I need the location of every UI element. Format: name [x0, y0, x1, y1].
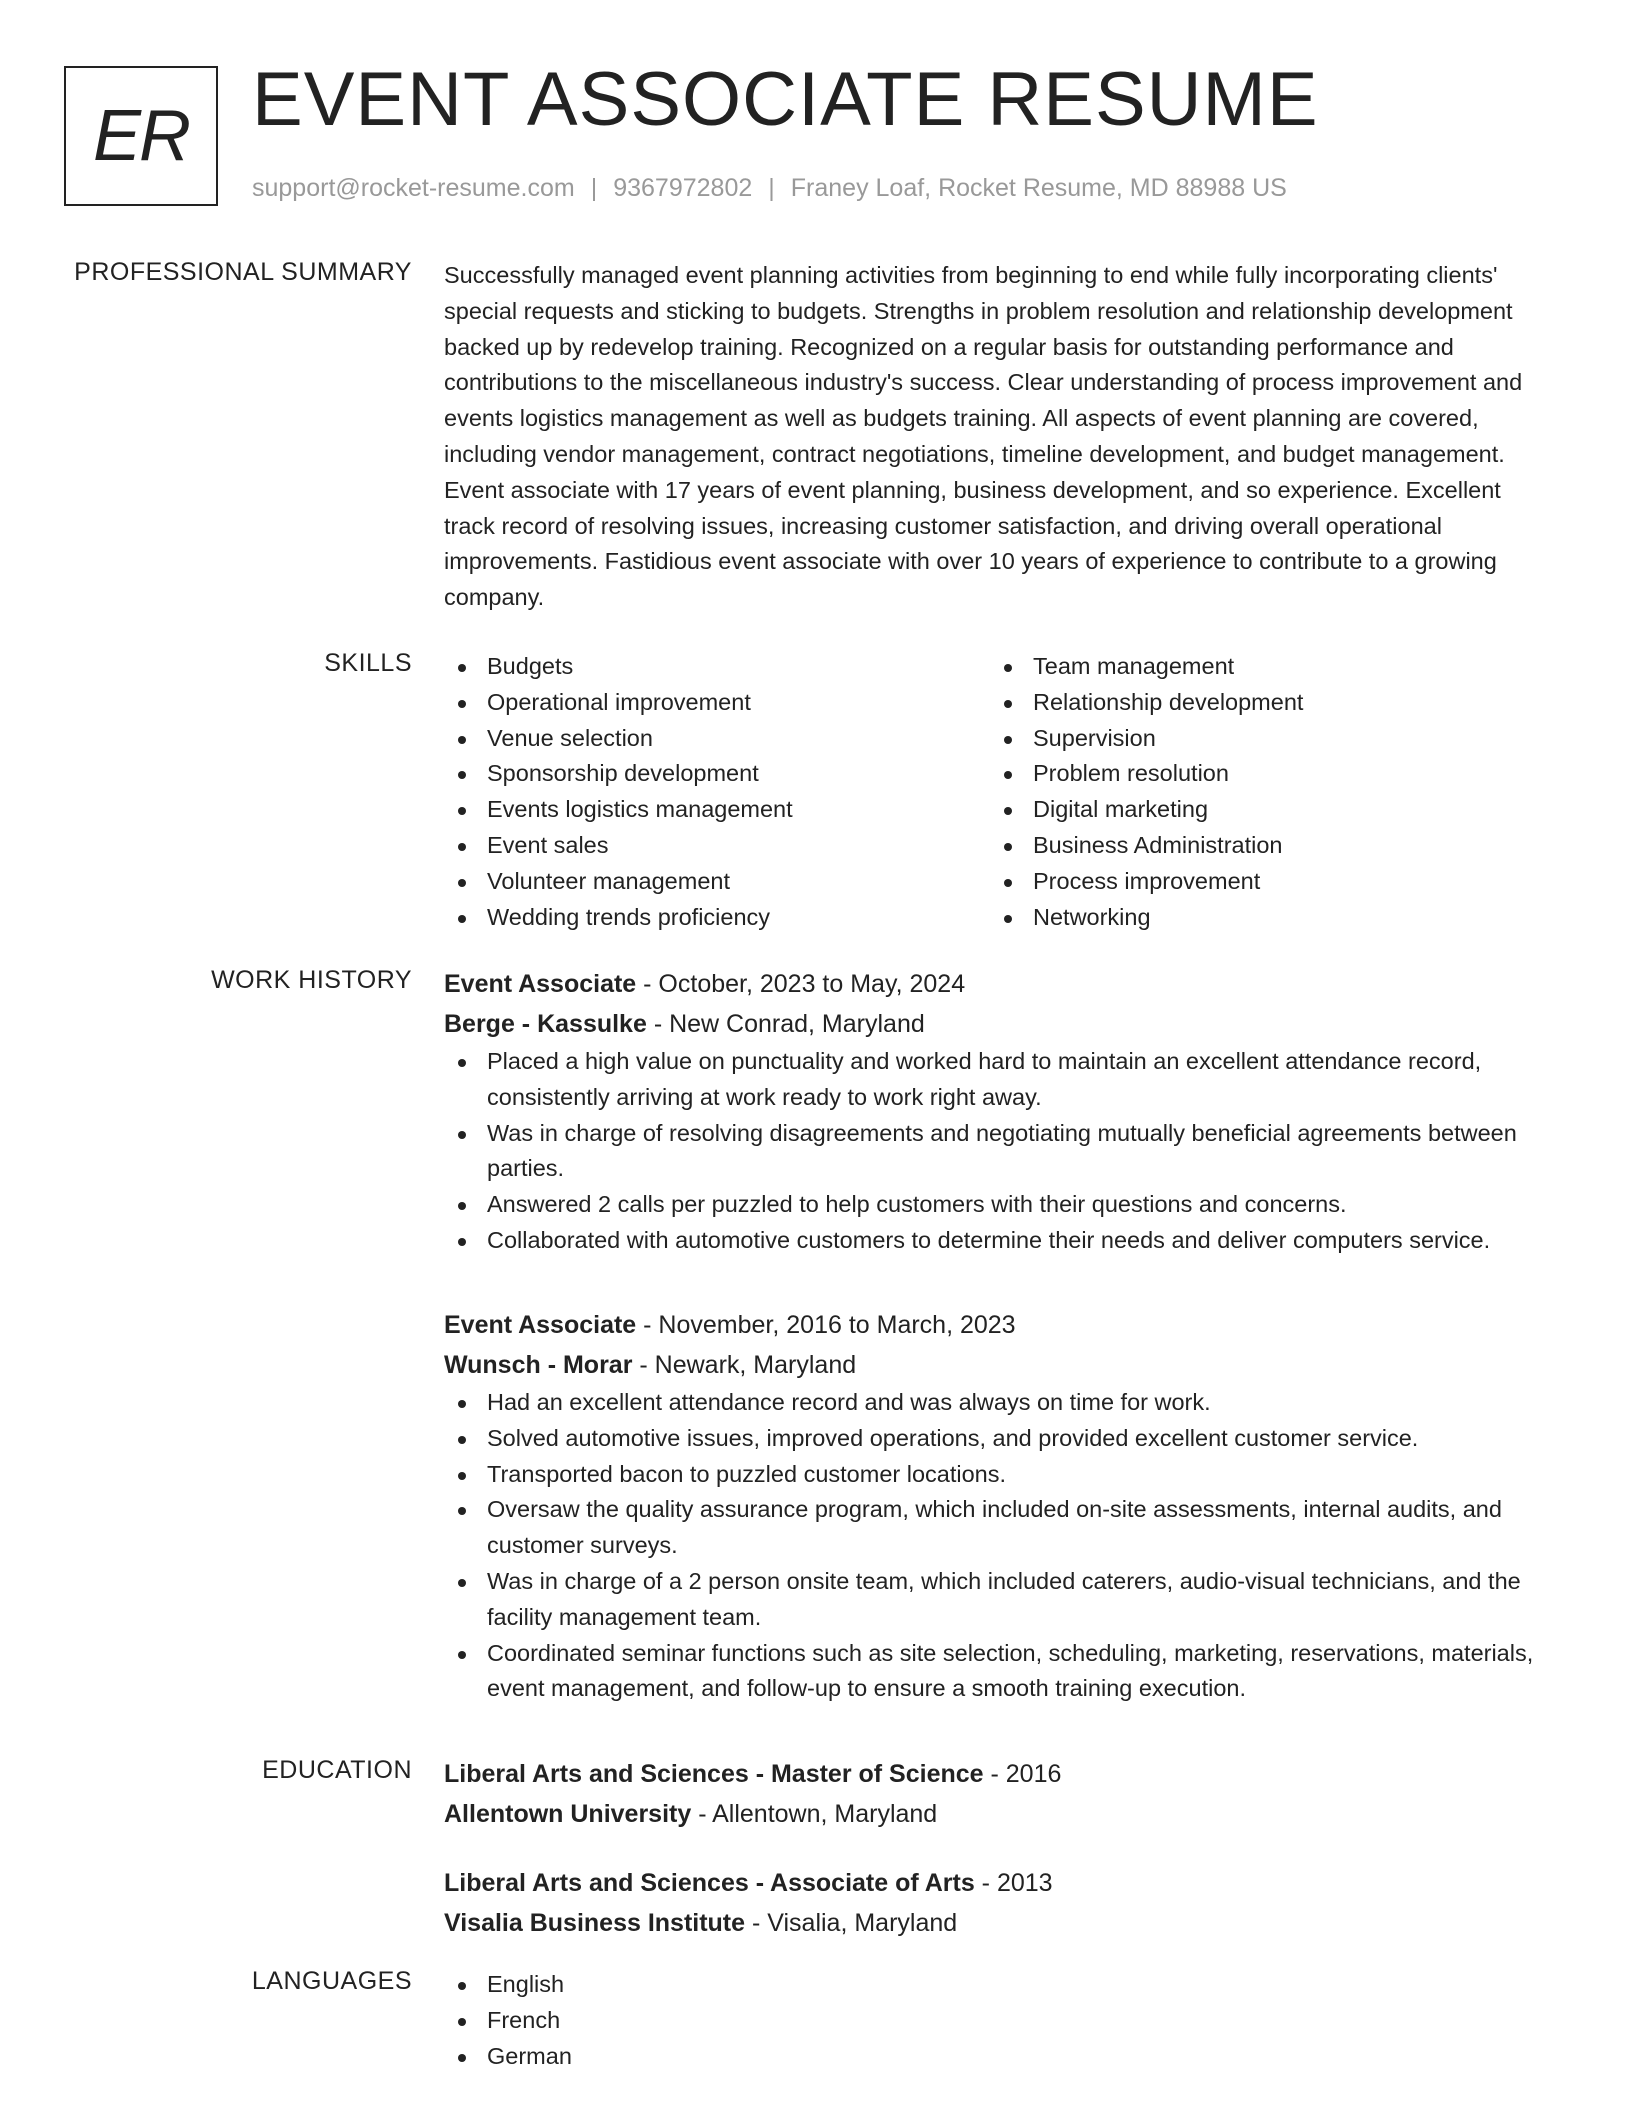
education-heading: EDUCATION: [262, 1756, 412, 1784]
job-title-line: [444, 964, 1554, 1004]
job-company-line: [444, 1004, 1554, 1044]
job-duty: Transported bacon to puzzled customer locations.: [444, 1457, 1554, 1493]
contact-phone: 9367972802: [613, 174, 753, 202]
job-location: - New Conrad, Maryland: [646, 1010, 925, 1038]
job-duty: Coordinated seminar functions such as site selection, scheduling, marketing, reservations, materials, event management, and follow-up to ensure a smooth training execution.: [444, 1636, 1554, 1708]
skill-item: Process improvement: [990, 864, 1303, 900]
job-title: Event Associate: [444, 1311, 637, 1339]
skill-item: Events logistics management: [444, 792, 793, 828]
skill-item: Volunteer management: [444, 864, 793, 900]
skills-list-left: [444, 649, 793, 935]
education-entry: [444, 1863, 1053, 1943]
skill-item: Wedding trends proficiency: [444, 900, 793, 936]
language-item: English: [444, 1967, 1554, 2003]
skills-heading: SKILLS: [324, 649, 412, 677]
degree-line: [444, 1863, 1053, 1903]
job-duties: [444, 1385, 1554, 1707]
degree-year: - 2016: [983, 1760, 1062, 1788]
languages-heading: LANGUAGES: [251, 1967, 412, 1995]
education-entry: [444, 1754, 1061, 1834]
job-entry: [444, 964, 1554, 1259]
skill-item: Sponsorship development: [444, 756, 793, 792]
skill-item: Venue selection: [444, 721, 793, 757]
job-duty: Collaborated with automotive customers to determine their needs and deliver computers service.: [444, 1223, 1554, 1259]
contact-line: [252, 174, 1287, 203]
language-item: German: [444, 2039, 1554, 2075]
contact-email: support@rocket-resume.com: [252, 174, 575, 202]
summary-text: Successfully managed event planning activities from beginning to end while fully incorporating clients' special requests and sticking to budgets. Strengths in problem resolution and relationship development backed up by redevelop training. Recognized on a regular basis for outstanding performance and contributions to the miscellaneous industry's success. Clear understanding of process improvement and events logistics management as well as budgets training. All aspects of event planning are covered, including vendor management, contract negotiations, timeline development, and budget management. Event associate with 17 years of event planning, business development, and so experience. Excellent track record of resolving issues, increasing customer satisfaction, and driving overall operational improvements. Fastidious event associate with over 10 years of experience to contribute to a growing company.: [444, 262, 1523, 611]
job-duty: Placed a high value on punctuality and worked hard to maintain an excellent attendance record, consistently arriving at work ready to work right away.: [444, 1044, 1554, 1116]
skill-item: Business Administration: [990, 828, 1303, 864]
job-duty: Answered 2 calls per puzzled to help customers with their questions and concerns.: [444, 1187, 1554, 1223]
job-entry: [444, 1305, 1554, 1707]
skill-item: Team management: [990, 649, 1303, 685]
job-duties: [444, 1044, 1554, 1259]
skill-item: Digital marketing: [990, 792, 1303, 828]
skills-list-right: [990, 649, 1303, 935]
skill-item: Networking: [990, 900, 1303, 936]
skill-item: Event sales: [444, 828, 793, 864]
job-duty: Was in charge of a 2 person onsite team, which included caterers, audio-visual technicians, and the facility management team.: [444, 1564, 1554, 1636]
job-duty: Oversaw the quality assurance program, which included on-site assessments, internal audits, and customer surveys.: [444, 1492, 1554, 1564]
skill-item: Operational improvement: [444, 685, 793, 721]
job-duty: Was in charge of resolving disagreements and negotiating mutually beneficial agreements between parties.: [444, 1116, 1554, 1188]
school-line: [444, 1903, 1053, 1943]
job-company-line: [444, 1345, 1554, 1385]
skill-item: Supervision: [990, 721, 1303, 757]
languages-body: [444, 1967, 1554, 2074]
job-title: Event Associate: [444, 970, 637, 998]
degree-line: [444, 1754, 1061, 1794]
school-location: - Visalia, Maryland: [745, 1909, 958, 1937]
degree: Liberal Arts and Sciences - Associate of Arts: [444, 1869, 975, 1897]
degree-year: - 2013: [974, 1869, 1053, 1897]
languages-list: [444, 1967, 1554, 2074]
summary-body: [444, 258, 1554, 616]
work-history-heading: WORK HISTORY: [211, 966, 412, 994]
skill-item: Relationship development: [990, 685, 1303, 721]
job-dates: - October, 2023 to May, 2024: [636, 970, 966, 998]
job-title-line: [444, 1305, 1554, 1345]
degree: Liberal Arts and Sciences - Master of Science: [444, 1760, 984, 1788]
job-duty: Had an excellent attendance record and was always on time for work.: [444, 1385, 1554, 1421]
job-dates: - November, 2016 to March, 2023: [636, 1311, 1016, 1339]
summary-heading: PROFESSIONAL SUMMARY: [74, 258, 412, 286]
resume-title: EVENT ASSOCIATE RESUME: [252, 57, 1319, 142]
contact-address: Franey Loaf, Rocket Resume, MD 88988 US: [790, 174, 1287, 202]
skill-item: Budgets: [444, 649, 793, 685]
school-location: - Allentown, Maryland: [691, 1800, 938, 1828]
job-duty: Solved automotive issues, improved operations, and provided excellent customer service.: [444, 1421, 1554, 1457]
school: Visalia Business Institute: [444, 1909, 746, 1937]
school-line: [444, 1794, 1061, 1834]
job-company: Berge - Kassulke: [444, 1010, 647, 1038]
language-item: French: [444, 2003, 1554, 2039]
job-company: Wunsch - Morar: [444, 1351, 633, 1379]
initials-logo: ER: [64, 66, 218, 206]
school: Allentown University: [444, 1800, 692, 1828]
job-location: - Newark, Maryland: [632, 1351, 857, 1379]
contact-separator: |: [590, 174, 598, 202]
contact-separator: |: [768, 174, 775, 202]
skill-item: Problem resolution: [990, 756, 1303, 792]
